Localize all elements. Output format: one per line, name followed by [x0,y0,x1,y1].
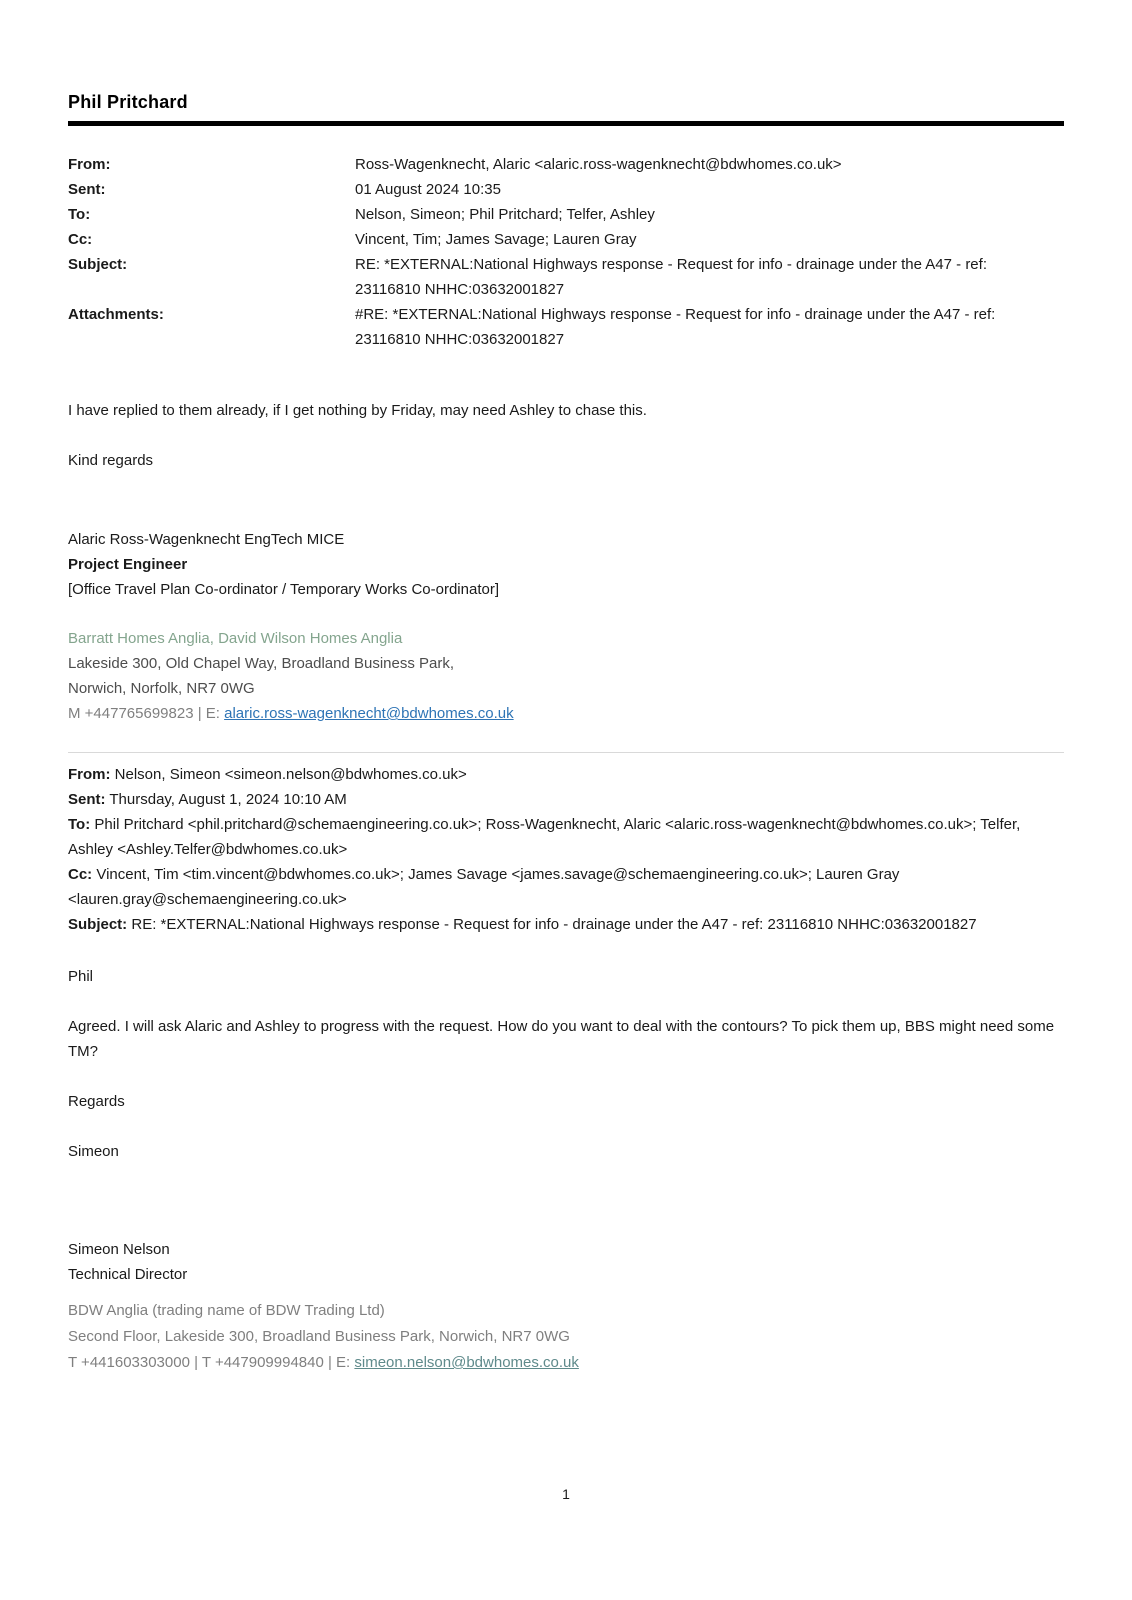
header-value-from: Ross-Wagenknecht, Alaric <alaric.ross-wagenknecht@bdwhomes.co.uk> [355,156,842,173]
signature2-company-block [68,1298,1064,1376]
quoted-header-to [68,812,1064,862]
header-label-cc: Cc: [68,231,93,248]
quoted-to-label: To: [68,816,91,833]
header-row-from [68,152,1064,177]
header-value-cc: Vincent, Tim; James Savage; Lauren Gray [355,231,637,248]
email-link-simeon[interactable]: simeon.nelson@bdwhomes.co.uk [354,1354,579,1371]
header-row-sent [68,177,1064,202]
header-row-to [68,202,1064,227]
signature2-company: BDW Anglia (trading name of BDW Trading Ltd) [68,1302,385,1319]
quoted-from-value: Nelson, Simeon <simeon.nelson@bdwhomes.co.uk> [110,766,467,783]
quoted-body-text: Agreed. I will ask Alaric and Ashley to progress with the request. How do you want to deal with the contours? To pick them up, BBS might need some TM? [68,1018,1058,1060]
header-value-subject: RE: *EXTERNAL:National Highways response - Request for info - drainage under the A47 - ref: 23116810 NHHC:03632001827 [355,256,996,298]
signature-alaric [68,527,1064,726]
page-number: 1 [562,1486,570,1502]
signature-phone: M +447765699823 | E: [68,705,225,722]
signature2-phones: T +441603303000 | T +447909994840 | E: [68,1354,355,1371]
quoted-from-label: From: [68,766,111,783]
quoted-header-from [68,762,1064,787]
email-link-alaric[interactable]: alaric.ross-wagenknecht@bdwhomes.co.uk [224,705,514,722]
quoted-greeting: Phil [68,968,94,985]
header-label-attachments: Attachments: [68,306,164,323]
signature-roles: [Office Travel Plan Co-ordinator / Temporary Works Co-ordinator] [68,581,500,598]
signature2-job-title: Technical Director [68,1266,188,1283]
header-value-to: Nelson, Simeon; Phil Pritchard; Telfer, Ashley [355,206,655,223]
page-title: Phil Pritchard [68,92,188,112]
header-label-sent: Sent: [68,181,106,198]
signature2-contact-line [68,1350,1064,1376]
quoted-to-value: Phil Pritchard <phil.pritchard@schemaengineering.co.uk>; Ross-Wagenknecht, Alaric <alaric.ross-wagenknecht@bdwhomes.co.uk>; Telfer, Ashley <Ashley.Telfer@bdwhomes.co.uk> [68,816,1024,858]
signature-name: Alaric Ross-Wagenknecht EngTech MICE [68,531,345,548]
quoted-email-headers [68,762,1064,937]
quoted-header-cc [68,862,1064,912]
header-value-sent: 01 August 2024 10:35 [355,181,501,198]
header-row-attachments [68,302,1064,352]
signature-job-title: Project Engineer [68,556,188,573]
signature-address-line1: Lakeside 300, Old Chapel Way, Broadland Business Park, [68,655,455,672]
quoted-cc-value: Vincent, Tim <tim.vincent@bdwhomes.co.uk>; James Savage <james.savage@schemaengineering.co.uk>; Lauren Gray <lauren.gray@schemaengineering.co.uk> [68,866,904,908]
quoted-subject-label: Subject: [68,916,128,933]
header-label-from: From: [68,156,111,173]
signature2-name: Simeon Nelson [68,1241,170,1258]
header-row-cc [68,227,1064,252]
signature2-address: Second Floor, Lakeside 300, Broadland Business Park, Norwich, NR7 0WG [68,1328,570,1345]
header-value-attachments: #RE: *EXTERNAL:National Highways response - Request for info - drainage under the A47 - ref: 23116810 NHHC:03632001827 [355,306,1004,348]
quoted-email-divider [68,752,1064,753]
header-label-subject: Subject: [68,256,128,273]
email-body-text: I have replied to them already, if I get nothing by Friday, may need Ashley to chase this. [68,402,647,419]
signature-simeon [68,1237,1064,1376]
quoted-sent-value: Thursday, August 1, 2024 10:10 AM [105,791,347,808]
quoted-header-subject [68,912,1064,937]
quoted-signoff: Simeon [68,1143,119,1160]
email-closing: Kind regards [68,452,154,469]
header-label-to: To: [68,206,91,223]
email-header-table [68,152,1064,352]
quoted-cc-label: Cc: [68,866,93,883]
signature-contact-line [68,701,1064,726]
quoted-closing: Regards [68,1093,125,1110]
signature-address-line2: Norwich, Norfolk, NR7 0WG [68,680,255,697]
title-divider [68,121,1064,126]
quoted-subject-value: RE: *EXTERNAL:National Highways response - Request for info - drainage under the A47 - ref: 23116810 NHHC:03632001827 [127,916,977,933]
quoted-header-sent [68,787,1064,812]
signature-company: Barratt Homes Anglia, David Wilson Homes Anglia [68,630,403,647]
header-row-subject [68,252,1064,302]
quoted-sent-label: Sent: [68,791,106,808]
